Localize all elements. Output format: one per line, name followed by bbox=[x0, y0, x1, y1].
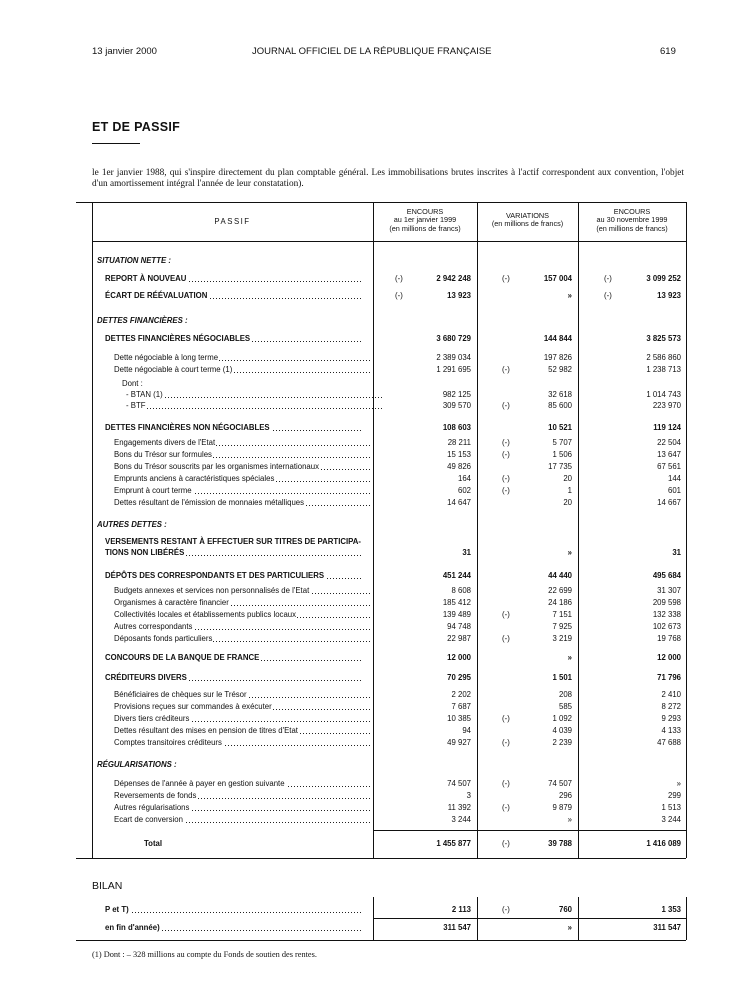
value-cell: 760 bbox=[558, 905, 572, 914]
row-label-text: AUTRES DETTES : bbox=[97, 520, 167, 529]
row-label bbox=[114, 713, 372, 724]
row-label bbox=[114, 737, 372, 748]
row-label-text: Budgets annexes et services non personnalisés de l'Etat bbox=[114, 586, 310, 595]
table-row bbox=[0, 437, 748, 448]
value-cell: 1 291 695 bbox=[436, 365, 471, 374]
table-row bbox=[0, 922, 748, 933]
row-label bbox=[97, 315, 355, 326]
row-label bbox=[114, 597, 372, 608]
value-cell: 309 570 bbox=[442, 401, 471, 410]
table-row bbox=[0, 315, 748, 326]
value-cell: 299 bbox=[667, 791, 681, 800]
value-cell: 3 099 252 bbox=[646, 274, 681, 283]
row-label-text: Organismes à caractère financier bbox=[114, 598, 229, 607]
value-cell: 3 825 573 bbox=[646, 334, 681, 343]
table-row bbox=[0, 364, 748, 375]
row-label-text: CRÉDITEURS DIVERS bbox=[105, 673, 187, 682]
value-cell: 2 202 bbox=[451, 690, 471, 699]
header-encours-1-line: au 1er janvier 1999 bbox=[393, 215, 457, 225]
journal-title: JOURNAL OFFICIEL DE LA RÉPUBLIQUE FRANÇAISE bbox=[252, 46, 492, 57]
row-label-text: Bons du Trésor sur formules bbox=[114, 450, 212, 459]
value-cell: 49 927 bbox=[447, 738, 471, 747]
row-label bbox=[114, 778, 372, 789]
value-cell: 12 000 bbox=[657, 653, 681, 662]
sign-cell: (-) bbox=[502, 634, 510, 643]
bilan-bottom-rule bbox=[76, 940, 686, 941]
header-passif: PASSIF bbox=[214, 217, 251, 226]
value-cell: 85 600 bbox=[548, 401, 572, 410]
table-row bbox=[0, 652, 748, 663]
value-cell: 9 293 bbox=[661, 714, 681, 723]
value-cell: 139 489 bbox=[442, 610, 471, 619]
value-cell: 39 788 bbox=[548, 839, 572, 848]
value-cell: 31 307 bbox=[657, 586, 681, 595]
row-label bbox=[114, 814, 372, 825]
sign-cell: (-) bbox=[395, 291, 403, 300]
value-cell: 2 113 bbox=[451, 905, 471, 914]
table-row bbox=[0, 378, 748, 389]
row-label-text: Dette négociable à long terme bbox=[114, 353, 219, 362]
row-label-text: P et T) bbox=[105, 905, 129, 914]
sign-cell: (-) bbox=[502, 803, 510, 812]
header-encours-2-line: ENCOURS bbox=[613, 207, 651, 216]
value-cell: 8 272 bbox=[661, 702, 681, 711]
row-label bbox=[126, 389, 384, 400]
value-cell: 2 410 bbox=[661, 690, 681, 699]
row-label-text: Collectivités locales et établissements publics locaux bbox=[114, 610, 297, 619]
row-label bbox=[97, 759, 355, 770]
row-label-text: Comptes transitoires créditeurs bbox=[114, 738, 222, 747]
value-cell: 17 735 bbox=[548, 462, 572, 471]
row-label-text: Engagements divers de l'Etat bbox=[114, 438, 216, 447]
value-cell: 14 667 bbox=[657, 498, 681, 507]
value-cell: 3 244 bbox=[661, 815, 681, 824]
value-cell: 495 684 bbox=[652, 571, 681, 580]
table-row bbox=[0, 814, 748, 825]
row-label bbox=[144, 838, 402, 849]
value-cell: 20 bbox=[563, 498, 572, 507]
row-label-text: ÉCART DE RÉÉVALUATION bbox=[105, 291, 208, 300]
value-cell: 74 507 bbox=[447, 779, 471, 788]
row-label bbox=[114, 352, 372, 363]
sign-cell: (-) bbox=[502, 401, 510, 410]
row-label bbox=[105, 273, 363, 284]
sign-cell: (-) bbox=[604, 291, 612, 300]
row-label-text: Divers tiers créditeurs bbox=[114, 714, 190, 723]
value-cell: 19 768 bbox=[657, 634, 681, 643]
value-cell: 1 506 bbox=[552, 450, 572, 459]
table-top-rule bbox=[76, 202, 686, 203]
row-label bbox=[105, 333, 363, 344]
table-row bbox=[0, 802, 748, 813]
value-cell: 185 412 bbox=[442, 598, 471, 607]
value-cell: 451 244 bbox=[442, 571, 471, 580]
value-cell: 119 124 bbox=[653, 423, 681, 432]
sign-cell: (-) bbox=[502, 738, 510, 747]
value-cell: 11 392 bbox=[447, 803, 471, 812]
value-cell: 164 bbox=[457, 474, 471, 483]
row-label bbox=[105, 570, 363, 581]
sign-cell: (-) bbox=[604, 274, 612, 283]
title-rule bbox=[92, 143, 140, 144]
table-row bbox=[0, 609, 748, 620]
table-row bbox=[0, 689, 748, 700]
value-cell: 5 707 bbox=[552, 438, 572, 447]
value-cell: 144 844 bbox=[543, 334, 572, 343]
value-cell: 22 504 bbox=[657, 438, 681, 447]
table-row bbox=[0, 273, 748, 284]
row-label bbox=[105, 904, 363, 915]
value-cell: 14 647 bbox=[447, 498, 471, 507]
value-cell: 3 680 729 bbox=[436, 334, 471, 343]
row-label-text: Dont : bbox=[122, 379, 143, 388]
value-cell: 132 338 bbox=[652, 610, 681, 619]
value-cell: 94 748 bbox=[447, 622, 471, 631]
value-cell: 74 507 bbox=[548, 779, 572, 788]
bilan-title: BILAN bbox=[92, 880, 123, 892]
table-row bbox=[0, 255, 748, 266]
sign-cell: (-) bbox=[502, 905, 510, 914]
footnote: (1) Dont : – 328 millions au compte du Fonds de soutien des rentes. bbox=[92, 950, 317, 959]
row-label bbox=[105, 290, 363, 301]
table-row bbox=[0, 449, 748, 460]
value-cell: 2 389 034 bbox=[436, 353, 471, 362]
sign-cell: (-) bbox=[502, 365, 510, 374]
table-row bbox=[0, 621, 748, 632]
table-row bbox=[0, 333, 748, 344]
sign-cell: (-) bbox=[502, 486, 510, 495]
row-label-text: RÉGULARISATIONS : bbox=[97, 760, 177, 769]
value-cell: 1 bbox=[567, 486, 572, 495]
value-cell: 7 925 bbox=[552, 622, 572, 631]
value-cell: 94 bbox=[462, 726, 471, 735]
header-encours-2-line: au 30 novembre 1999 bbox=[596, 215, 668, 225]
table-row bbox=[0, 838, 748, 849]
value-cell: 7 687 bbox=[451, 702, 471, 711]
value-cell: 15 153 bbox=[447, 450, 471, 459]
table-row bbox=[0, 536, 748, 547]
value-cell: 108 603 bbox=[442, 423, 471, 432]
page-number: 619 bbox=[660, 46, 676, 57]
table-row bbox=[0, 778, 748, 789]
value-cell: 10 385 bbox=[447, 714, 471, 723]
table-row bbox=[0, 485, 748, 496]
value-cell: 1 353 bbox=[661, 905, 681, 914]
value-cell: 13 647 bbox=[657, 450, 681, 459]
row-label bbox=[114, 585, 372, 596]
table-bottom-rule bbox=[76, 858, 686, 859]
row-label bbox=[126, 400, 384, 411]
sign-cell: (-) bbox=[502, 714, 510, 723]
row-label-text: Provisions reçues sur commandes à exécuter bbox=[114, 702, 272, 711]
row-label-text: Déposants fonds particuliers bbox=[114, 634, 213, 643]
value-cell: 31 bbox=[672, 548, 681, 557]
row-label-text: CONCOURS DE LA BANQUE DE FRANCE bbox=[105, 653, 260, 662]
row-label-text: REPORT À NOUVEAU bbox=[105, 274, 187, 283]
value-cell: 3 244 bbox=[451, 815, 471, 824]
row-label-text: SITUATION NETTE : bbox=[97, 256, 171, 265]
value-cell: 296 bbox=[558, 791, 572, 800]
row-label bbox=[114, 609, 372, 620]
row-label-text: Total bbox=[144, 839, 163, 848]
table-row bbox=[0, 701, 748, 712]
value-cell: 8 608 bbox=[451, 586, 471, 595]
header-encours-1-line: ENCOURS bbox=[406, 207, 444, 216]
header-encours-1 bbox=[373, 208, 477, 233]
row-label bbox=[105, 652, 363, 663]
value-cell: 32 618 bbox=[548, 390, 572, 399]
table-row bbox=[0, 389, 748, 400]
table-row bbox=[0, 585, 748, 596]
value-cell: 1 455 877 bbox=[436, 839, 471, 848]
value-cell: » bbox=[567, 548, 572, 557]
value-cell: 3 bbox=[466, 791, 471, 800]
row-label-text: Dépenses de l'année à payer en gestion suivante bbox=[114, 779, 285, 788]
row-label bbox=[105, 536, 363, 547]
value-cell: 47 688 bbox=[657, 738, 681, 747]
table-row bbox=[0, 759, 748, 770]
value-cell: 311 547 bbox=[653, 923, 681, 932]
value-cell: 22 699 bbox=[548, 586, 572, 595]
row-label-text: Dette négociable à court terme (1) bbox=[114, 365, 233, 374]
row-label-text: Ecart de conversion bbox=[114, 815, 183, 824]
value-cell: 1 238 713 bbox=[646, 365, 681, 374]
row-label-text: en fin d'année) bbox=[105, 923, 160, 932]
row-label bbox=[114, 449, 372, 460]
value-cell: 1 416 089 bbox=[646, 839, 681, 848]
value-cell: 2 586 860 bbox=[646, 353, 681, 362]
row-label bbox=[114, 633, 372, 644]
header-variations-line: VARIATIONS bbox=[505, 211, 550, 220]
value-cell: 102 673 bbox=[652, 622, 681, 631]
table-row bbox=[0, 790, 748, 801]
row-label bbox=[114, 802, 372, 813]
value-cell: 67 561 bbox=[657, 462, 681, 471]
table-row bbox=[0, 904, 748, 915]
value-cell: 157 004 bbox=[543, 274, 572, 283]
sign-cell: (-) bbox=[502, 450, 510, 459]
value-cell: 1 513 bbox=[661, 803, 681, 812]
value-cell: » bbox=[567, 291, 572, 300]
row-label-text: Bénéficiaires de chèques sur le Trésor bbox=[114, 690, 247, 699]
table-row bbox=[0, 725, 748, 736]
intro-paragraph: le 1er janvier 1988, qui s'inspire directement du plan comptable général. Les immobilisations brutes inscrites à l'actif correspondent aux convention, l'objet d'un amortissement intégral l'année de leur constatation). bbox=[92, 168, 684, 189]
row-label-text: DETTES FINANCIÈRES NÉGOCIABLES bbox=[105, 334, 251, 343]
value-cell: » bbox=[567, 923, 572, 932]
row-label-text: Emprunts anciens à caractéristiques spéciales bbox=[114, 474, 275, 483]
row-label-text: Dettes résultant des mises en pension de titres d'Etat bbox=[114, 726, 298, 735]
sign-cell: (-) bbox=[395, 274, 403, 283]
row-label bbox=[114, 364, 372, 375]
value-cell: 197 826 bbox=[543, 353, 572, 362]
row-label bbox=[114, 701, 372, 712]
row-label-text: TIONS NON LIBÉRÉS bbox=[105, 548, 185, 557]
table-row bbox=[0, 570, 748, 581]
row-label-text: Dettes résultant de l'émission de monnaies métalliques bbox=[114, 498, 305, 507]
row-label-text: Autres correspondants bbox=[114, 622, 193, 631]
value-cell: 13 923 bbox=[657, 291, 681, 300]
row-label-text: - BTF bbox=[126, 401, 146, 410]
value-cell: 44 440 bbox=[548, 571, 572, 580]
row-label bbox=[114, 689, 372, 700]
row-label bbox=[105, 422, 363, 433]
header-variations bbox=[477, 212, 578, 229]
value-cell: 9 879 bbox=[552, 803, 572, 812]
table-row bbox=[0, 461, 748, 472]
value-cell: 1 501 bbox=[552, 673, 572, 682]
row-label bbox=[114, 461, 372, 472]
value-cell: 49 826 bbox=[447, 462, 471, 471]
row-label bbox=[105, 547, 363, 558]
row-label bbox=[114, 437, 372, 448]
value-cell: 209 598 bbox=[652, 598, 681, 607]
table-row bbox=[0, 352, 748, 363]
value-cell: 601 bbox=[667, 486, 681, 495]
table-row bbox=[0, 547, 748, 558]
value-cell: 10 521 bbox=[548, 423, 572, 432]
value-cell: 311 547 bbox=[443, 923, 471, 932]
value-cell: 982 125 bbox=[442, 390, 471, 399]
sign-cell: (-) bbox=[502, 610, 510, 619]
row-label-text: Reversements de fonds bbox=[114, 791, 197, 800]
header-encours-2 bbox=[578, 208, 686, 233]
value-cell: » bbox=[567, 653, 572, 662]
table-row bbox=[0, 422, 748, 433]
table-row bbox=[0, 713, 748, 724]
row-label-text: DÉPÔTS DES CORRESPONDANTS ET DES PARTICULIERS bbox=[105, 571, 325, 580]
row-label-text: - BTAN (1) bbox=[126, 390, 163, 399]
row-label bbox=[97, 519, 355, 530]
value-cell: 7 151 bbox=[552, 610, 572, 619]
header-encours-2-line: (en millions de francs) bbox=[596, 223, 668, 233]
row-label bbox=[114, 790, 372, 801]
value-cell: 31 bbox=[462, 548, 471, 557]
row-label bbox=[105, 922, 363, 933]
table-header-rule bbox=[92, 241, 686, 242]
sign-cell: (-) bbox=[502, 274, 510, 283]
header-encours-1-line: (en millions de francs) bbox=[389, 223, 461, 233]
row-label-text: Autres régularisations bbox=[114, 803, 190, 812]
value-cell: 4 133 bbox=[661, 726, 681, 735]
table-row bbox=[0, 400, 748, 411]
value-cell: 602 bbox=[457, 486, 471, 495]
page-date: 13 janvier 2000 bbox=[92, 46, 157, 57]
row-label bbox=[105, 672, 363, 683]
bilan-mid-rule bbox=[373, 918, 686, 919]
row-label bbox=[114, 497, 372, 508]
value-cell: 71 796 bbox=[657, 673, 681, 682]
row-label-text: Emprunt à court terme bbox=[114, 486, 192, 495]
value-cell: 3 219 bbox=[552, 634, 572, 643]
table-row bbox=[0, 497, 748, 508]
row-label bbox=[114, 725, 372, 736]
row-label-text: DETTES FINANCIÈRES NON NÉGOCIABLES bbox=[105, 423, 270, 432]
value-cell: 28 211 bbox=[447, 438, 471, 447]
sign-cell: (-) bbox=[502, 839, 510, 848]
value-cell: 24 186 bbox=[548, 598, 572, 607]
table-row bbox=[0, 672, 748, 683]
value-cell: 22 987 bbox=[447, 634, 471, 643]
row-label bbox=[114, 621, 372, 632]
row-label bbox=[114, 473, 372, 484]
value-cell: 585 bbox=[558, 702, 572, 711]
value-cell: 12 000 bbox=[447, 653, 471, 662]
value-cell: 144 bbox=[667, 474, 681, 483]
value-cell: 70 295 bbox=[447, 673, 471, 682]
row-label bbox=[114, 485, 372, 496]
table-row bbox=[0, 519, 748, 530]
table-row bbox=[0, 737, 748, 748]
row-label-text: VERSEMENTS RESTANT À EFFECTUER SUR TITRES DE PARTICIPA- bbox=[105, 537, 362, 546]
table-row bbox=[0, 597, 748, 608]
row-label bbox=[122, 378, 380, 389]
sign-cell: (-) bbox=[502, 438, 510, 447]
value-cell: 1 092 bbox=[552, 714, 572, 723]
row-label-text: Bons du Trésor souscrits par les organismes internationaux bbox=[114, 462, 319, 471]
table-row bbox=[0, 633, 748, 644]
sign-cell: (-) bbox=[502, 779, 510, 788]
header-variations-line: (en millions de francs) bbox=[491, 219, 564, 229]
section-title: ET DE PASSIF bbox=[92, 120, 181, 134]
value-cell: » bbox=[676, 779, 681, 788]
value-cell: 223 970 bbox=[652, 401, 681, 410]
total-rule bbox=[373, 830, 686, 831]
value-cell: 4 039 bbox=[552, 726, 572, 735]
value-cell: 2 239 bbox=[552, 738, 572, 747]
row-label bbox=[97, 255, 355, 266]
value-cell: 20 bbox=[563, 474, 572, 483]
table-row bbox=[0, 473, 748, 484]
value-cell: 208 bbox=[558, 690, 572, 699]
value-cell: 13 923 bbox=[447, 291, 471, 300]
value-cell: 1 014 743 bbox=[646, 390, 681, 399]
row-label-text: DETTES FINANCIÈRES : bbox=[97, 316, 188, 325]
sign-cell: (-) bbox=[502, 474, 510, 483]
value-cell: » bbox=[567, 815, 572, 824]
value-cell: 2 942 248 bbox=[436, 274, 471, 283]
table-row bbox=[0, 290, 748, 301]
value-cell: 52 982 bbox=[548, 365, 572, 374]
